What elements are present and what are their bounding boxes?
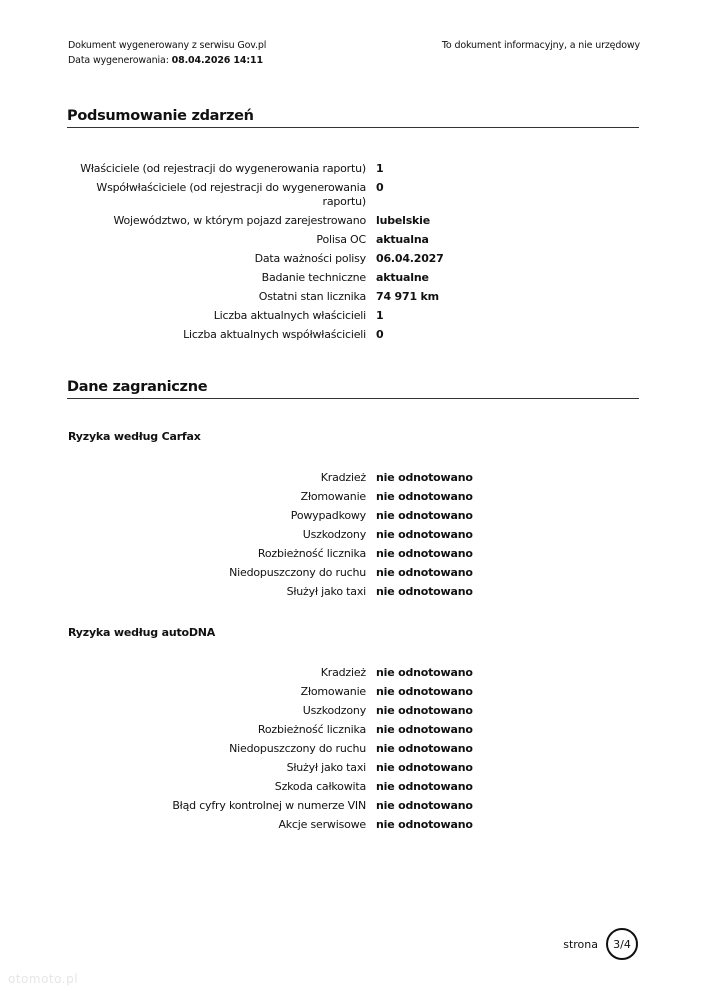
autodna-value: nie odnotowano: [376, 685, 473, 698]
carfax-value: nie odnotowano: [376, 585, 473, 598]
summary-label: Właściciele (od rejestracji do wygenerowania raportu): [80, 162, 366, 175]
autodna-value: nie odnotowano: [376, 780, 473, 793]
carfax-table: [0, 471, 708, 604]
summary-value: 1: [376, 309, 384, 322]
summary-label: Polisa OC: [316, 233, 366, 246]
summary-label: Liczba aktualnych współwłaścicieli: [183, 328, 366, 341]
generation-date-label: Data wygenerowania:: [68, 55, 169, 66]
autodna-subsection-title: Ryzyka według autoDNA: [68, 626, 216, 639]
generated-from-text: Dokument wygenerowany z serwisu Gov.pl: [68, 40, 267, 51]
carfax-row: [0, 509, 708, 523]
summary-section-title: Podsumowanie zdarzeń: [67, 106, 639, 128]
summary-row-current-coowners: [0, 328, 708, 342]
carfax-value: nie odnotowano: [376, 566, 473, 579]
summary-value: 06.04.2027: [376, 252, 444, 265]
summary-row-oc-policy: [0, 233, 708, 247]
autodna-label: Służył jako taxi: [286, 761, 366, 774]
summary-table: [0, 162, 708, 347]
summary-label: Badanie techniczne: [261, 271, 366, 284]
autodna-label: Uszkodzony: [302, 704, 366, 717]
carfax-label: Niedopuszczony do ruchu: [229, 566, 366, 579]
summary-row-current-owners: [0, 309, 708, 323]
generation-date-line: [68, 53, 266, 68]
carfax-value: nie odnotowano: [376, 471, 473, 484]
summary-label: Współwłaściciele (od rejestracji do wygenerowania raportu): [96, 181, 366, 208]
carfax-row: [0, 490, 708, 504]
autodna-label: Szkoda całkowita: [274, 780, 366, 793]
autodna-value: nie odnotowano: [376, 723, 473, 736]
autodna-row: [0, 761, 708, 775]
carfax-row: [0, 547, 708, 561]
carfax-value: nie odnotowano: [376, 509, 473, 522]
autodna-value: nie odnotowano: [376, 799, 473, 812]
carfax-label: Kradzież: [320, 471, 366, 484]
summary-row-owners: [0, 162, 708, 176]
summary-row-coowners: [0, 181, 708, 209]
carfax-subsection-title: Ryzyka według Carfax: [68, 430, 201, 443]
autodna-label: Akcje serwisowe: [278, 818, 366, 831]
summary-value: 1: [376, 162, 384, 175]
autodna-value: nie odnotowano: [376, 742, 473, 755]
autodna-row: [0, 723, 708, 737]
summary-label: Województwo, w którym pojazd zarejestrowano: [113, 214, 366, 227]
autodna-label: Złomowanie: [300, 685, 366, 698]
autodna-value: nie odnotowano: [376, 704, 473, 717]
summary-label: Liczba aktualnych właścicieli: [213, 309, 366, 322]
autodna-label: Niedopuszczony do ruchu: [229, 742, 366, 755]
autodna-table: [0, 666, 708, 837]
carfax-row: [0, 528, 708, 542]
summary-row-voivodeship: [0, 214, 708, 228]
carfax-row: [0, 471, 708, 485]
autodna-value: nie odnotowano: [376, 666, 473, 679]
document-disclaimer: To dokument informacyjny, a nie urzędowy: [441, 40, 640, 51]
carfax-label: Służył jako taxi: [286, 585, 366, 598]
page-number: 3/4: [613, 937, 631, 951]
carfax-value: nie odnotowano: [376, 547, 473, 560]
autodna-value: nie odnotowano: [376, 818, 473, 831]
carfax-row: [0, 585, 708, 599]
autodna-label: Błąd cyfry kontrolnej w numerze VIN: [172, 799, 366, 812]
summary-row-technical-inspection: [0, 271, 708, 285]
autodna-row: [0, 799, 708, 813]
page-label: strona: [563, 937, 598, 951]
carfax-row: [0, 566, 708, 580]
watermark-text: otomoto.pl: [8, 972, 79, 986]
summary-row-policy-expiry: [0, 252, 708, 266]
carfax-value: nie odnotowano: [376, 490, 473, 503]
autodna-row: [0, 704, 708, 718]
carfax-label: Złomowanie: [300, 490, 366, 503]
summary-value: 74 971 km: [376, 290, 439, 303]
summary-value: aktualne: [376, 271, 429, 284]
autodna-label: Kradzież: [320, 666, 366, 679]
carfax-label: Uszkodzony: [302, 528, 366, 541]
page-footer: [563, 928, 638, 960]
carfax-label: Powypadkowy: [290, 509, 366, 522]
summary-label: Ostatni stan licznika: [258, 290, 366, 303]
page-number-badge: [606, 928, 638, 960]
autodna-label: Rozbieżność licznika: [257, 723, 366, 736]
carfax-value: nie odnotowano: [376, 528, 473, 541]
autodna-row: [0, 780, 708, 794]
summary-row-odometer: [0, 290, 708, 304]
foreign-section-title: Dane zagraniczne: [67, 377, 639, 399]
autodna-row: [0, 818, 708, 832]
autodna-row: [0, 666, 708, 680]
carfax-label: Rozbieżność licznika: [257, 547, 366, 560]
generation-date-value: 08.04.2026 14:11: [171, 55, 263, 66]
summary-label: Data ważności polisy: [254, 252, 366, 265]
autodna-row: [0, 685, 708, 699]
summary-value: lubelskie: [376, 214, 431, 227]
autodna-value: nie odnotowano: [376, 761, 473, 774]
summary-value: 0: [376, 181, 384, 194]
autodna-row: [0, 742, 708, 756]
summary-value: 0: [376, 328, 384, 341]
summary-value: aktualna: [376, 233, 429, 246]
document-header-left: [68, 38, 266, 68]
